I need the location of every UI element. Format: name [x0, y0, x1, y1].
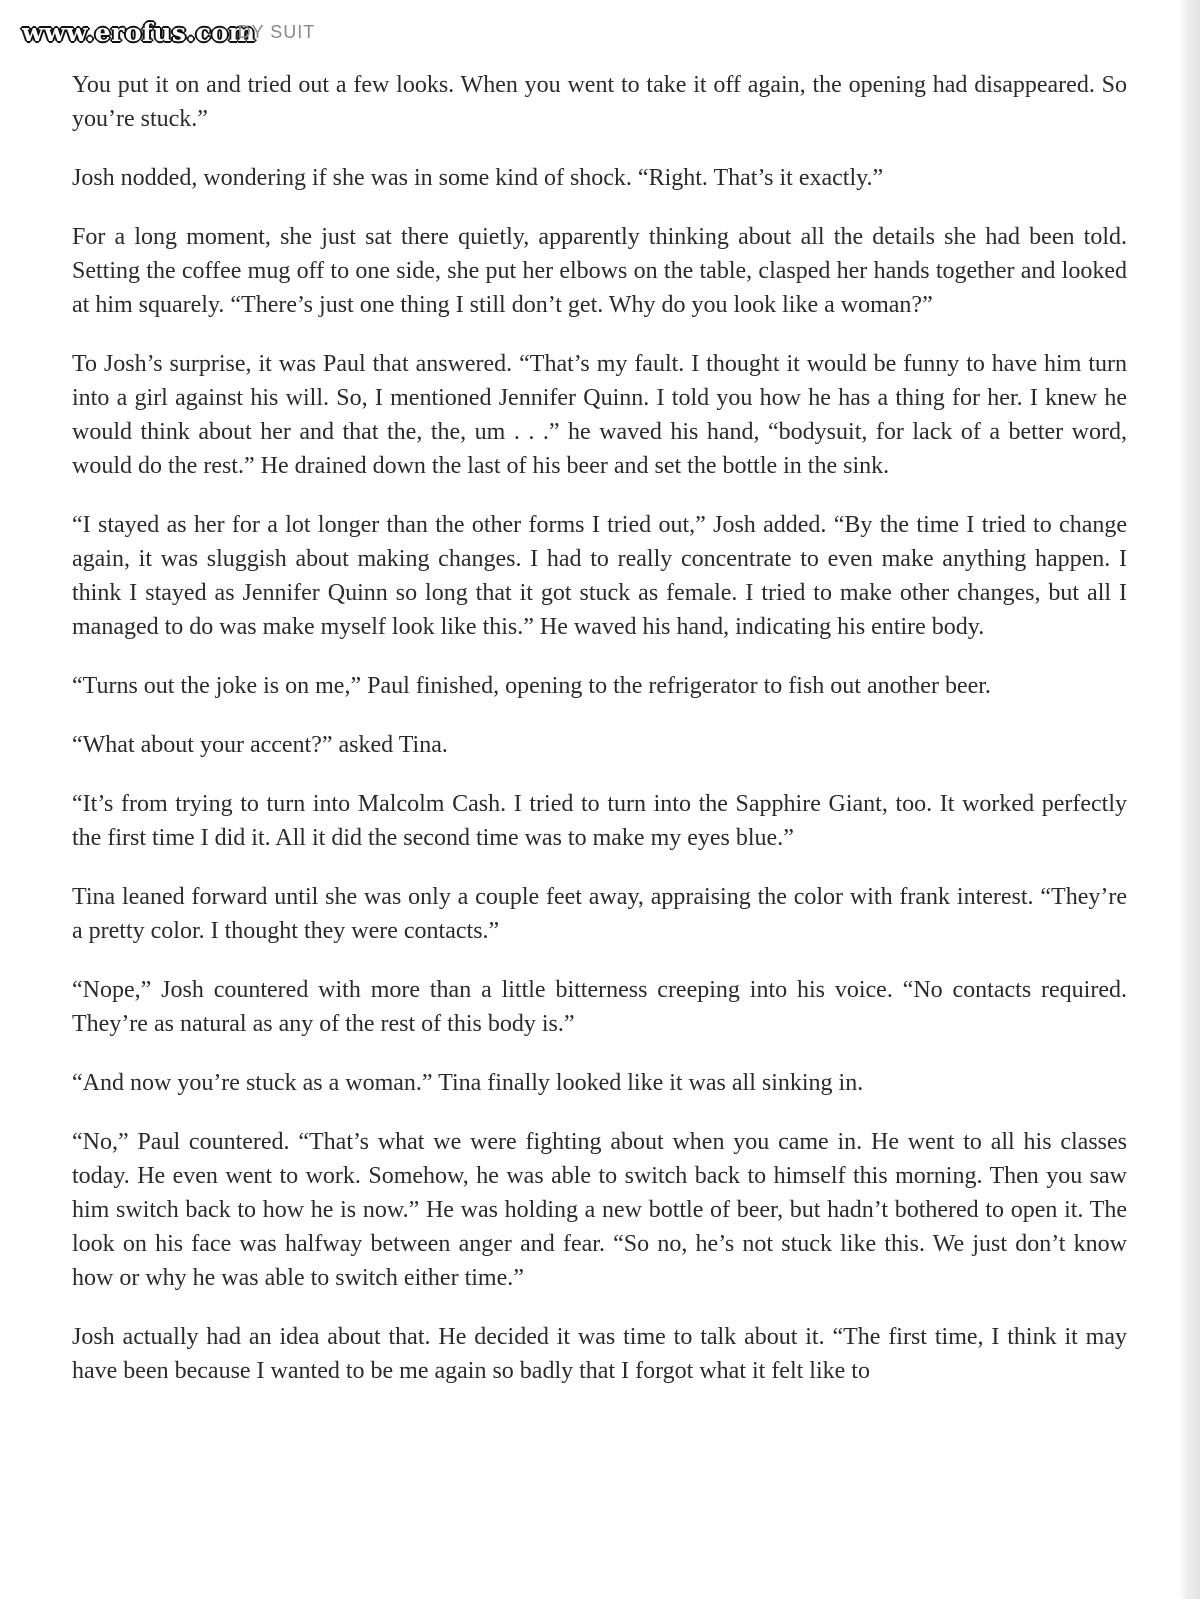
- page-edge-shadow: [1178, 0, 1200, 1599]
- site-watermark: www.erofus.com: [22, 17, 256, 47]
- paragraph: “It’s from trying to turn into Malcolm Cash. I tried to turn into the Sapphire Giant, too. It worked perfectly the first time I did it. All it did the second time was to make my eyes blue.”: [72, 791, 1127, 851]
- paragraph: “Nope,” Josh countered with more than a little bitterness creeping into his voice. “No contacts required. They’re as natural as any of the rest of this body is.”: [72, 977, 1127, 1037]
- paragraph: To Josh’s surprise, it was Paul that answered. “That’s my fault. I thought it would be funny to have him turn into a girl against his will. So, I mentioned Jennifer Quinn. I told you how he has a thing for her. I knew he would think about her and that the, the, um . . .” he waved his hand, “bodysuit, for lack of a better word, would do the rest.” He drained down the last of his beer and set the bottle in the sink.: [72, 351, 1127, 479]
- paragraph: “I stayed as her for a lot longer than the other forms I tried out,” Josh added. “By the time I tried to change again, it was sluggish about making changes. I had to really concentrate to even make anything happen. I think I stayed as Jennifer Quinn so long that it got stuck as female. I tried to make other changes, but all I managed to do was make myself look like this.” He waved his hand, indicating his entire body.: [72, 512, 1127, 640]
- running-head: DY SUIT: [237, 21, 316, 42]
- paragraph: You put it on and tried out a few looks. When you went to take it off again, the opening had disappeared. So you’re stuck.”: [72, 72, 1127, 132]
- paragraph: “What about your accent?” asked Tina.: [72, 732, 448, 758]
- paragraph: “Turns out the joke is on me,” Paul finished, opening to the refrigerator to fish out another beer.: [72, 673, 991, 699]
- paragraph: Josh actually had an idea about that. He decided it was time to talk about it. “The first time, I think it may have been because I wanted to be me again so badly that I forgot what it felt like to: [72, 1324, 1127, 1384]
- paragraph: “And now you’re stuck as a woman.” Tina finally looked like it was all sinking in.: [72, 1070, 864, 1096]
- paragraph: For a long moment, she just sat there quietly, apparently thinking about all the details she had been told. Setting the coffee mug off to one side, she put her elbows on the table, clasped her hands together and looked at him squarely. “There’s just one thing I still don’t get. Why do you look like a woman?”: [72, 224, 1127, 318]
- page-header: [22, 14, 315, 50]
- paragraph: “No,” Paul countered. “That’s what we were fighting about when you came in. He went to all his classes today. He even went to work. Somehow, he was able to switch back to himself this morning. Then you saw him switch back to how he is now.” He was holding a new bottle of beer, but hadn’t bothered to open it. The look on his face was halfway between anger and fear. “So no, he’s not stuck like this. We just don’t know how or why he was able to switch either time.”: [72, 1129, 1127, 1291]
- paragraph: Tina leaned forward until she was only a couple feet away, appraising the color with frank interest. “They’re a pretty color. I thought they were contacts.”: [72, 884, 1127, 944]
- paragraph: Josh nodded, wondering if she was in some kind of shock. “Right. That’s it exactly.”: [72, 165, 884, 191]
- body-text: [72, 68, 1127, 1413]
